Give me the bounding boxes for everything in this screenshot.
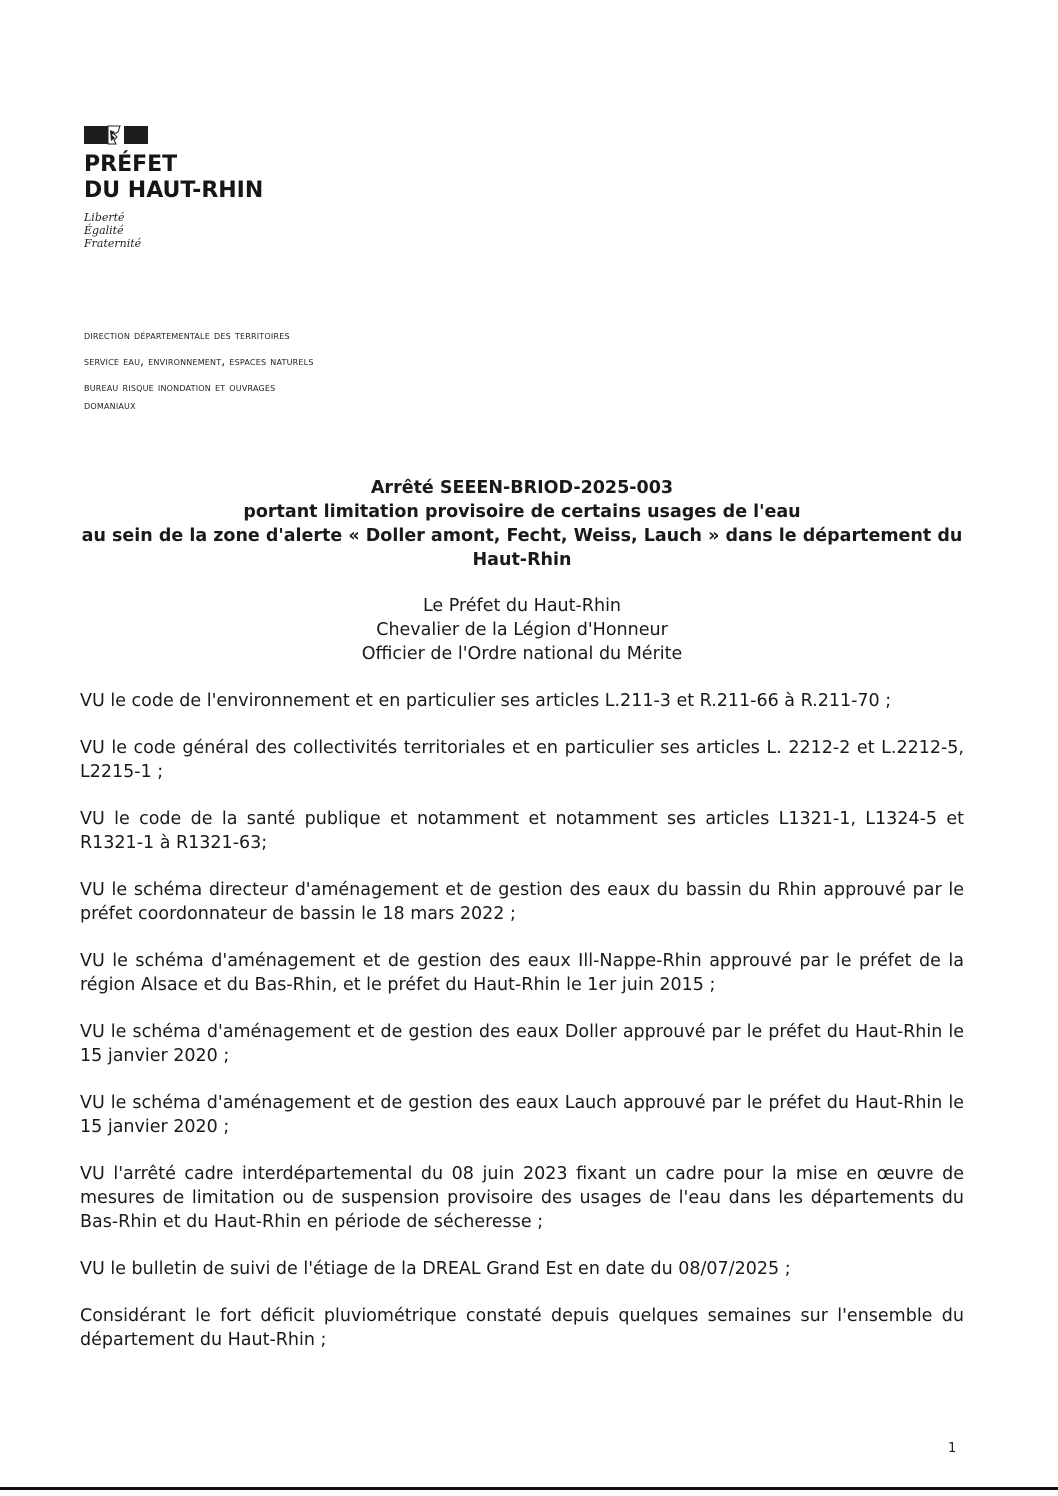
title-line2: portant limitation provisoire de certains usages de l'eau [243, 502, 801, 522]
direction-label: direction départementale des territoires [84, 328, 290, 342]
paragraph-vu-sdage: VU le schéma directeur d'aménagement et de gestion des eaux du bassin du Rhin approuvé par le préfet coordonnateur de bassin le 18 mars 2022 ; [80, 880, 964, 924]
prefecture-name [84, 152, 263, 204]
marianne-flag-icon [84, 124, 148, 146]
paragraph-vu-sage-doller: VU le schéma d'aménagement et de gestion des eaux Doller approuvé par le préfet du Haut-Rhin le 15 janvier 2020 ; [80, 1022, 964, 1066]
authority-block [80, 594, 964, 666]
scan-edge-line [0, 1487, 1058, 1490]
service-label: service eau, environnement, espaces naturels [84, 354, 314, 368]
paragraph-vu-arrete-cadre: VU l'arrêté cadre interdépartemental du 08 juin 2023 fixant un cadre pour la mise en œuvre de mesures de limitation ou de suspension provisoire des usages de l'eau dans les départements du Bas-Rhin et du Haut-Rhin en période de sécheresse ; [80, 1164, 964, 1232]
paragraph-vu-bulletin: VU le bulletin de suivi de l'étiage de la DREAL Grand Est en date du 08/07/2025 ; [80, 1259, 791, 1279]
paragraph-vu-code-environnement: VU le code de l'environnement et en particulier ses articles L.211-3 et R.211-66 à R.211-70 ; [80, 691, 892, 711]
motto-fraternite: Fraternité [84, 237, 142, 250]
document-title [80, 476, 964, 572]
paragraph-vu-sage-lauch: VU le schéma d'aménagement et de gestion des eaux Lauch approuvé par le préfet du Haut-Rhin le 15 janvier 2020 ; [80, 1093, 964, 1137]
motto-egalite: Égalité [84, 224, 124, 237]
prefecture-line2: DU HAUT-RHIN [84, 178, 264, 203]
bureau-label-line1: bureau risque inondation et ouvrages [84, 380, 276, 394]
authority-line2: Chevalier de la Légion d'Honneur [376, 620, 668, 640]
title-line3: au sein de la zone d'alerte « Doller amont, Fecht, Weiss, Lauch » dans le département du Haut-Rhin [81, 526, 963, 570]
authority-line1: Le Préfet du Haut-Rhin [422, 596, 622, 616]
document-body [80, 689, 964, 1375]
authority-line3: Officier de l'Ordre national du Mérite [361, 644, 683, 664]
paragraph-considerant: Considérant le fort déficit pluviométrique constaté depuis quelques semaines sur l'ensemble du département du Haut-Rhin ; [80, 1306, 964, 1350]
title-line1: Arrêté SEEEN-BRIOD-2025-003 [370, 478, 674, 498]
service-block [84, 326, 424, 422]
republic-motto [84, 211, 141, 250]
republique-logo [84, 124, 148, 146]
bureau-label-line2: domaniaux [84, 398, 136, 412]
paragraph-vu-code-sante: VU le code de la santé publique et notamment et notamment ses articles L1321-1, L1324-5 et R1321-1 à R1321-63; [80, 809, 964, 853]
paragraph-vu-cgct: VU le code général des collectivités territoriales et en particulier ses articles L. 2212-2 et L.2212-5, L2215-1 ; [80, 738, 964, 782]
prefecture-line1: PRÉFET [84, 152, 178, 177]
page-number: 1 [948, 1441, 957, 1456]
paragraph-vu-sage-ill: VU le schéma d'aménagement et de gestion des eaux Ill-Nappe-Rhin approuvé par le préfet de la région Alsace et du Bas-Rhin, et le préfet du Haut-Rhin le 1er juin 2015 ; [80, 951, 964, 995]
motto-liberte: Liberté [84, 211, 125, 224]
